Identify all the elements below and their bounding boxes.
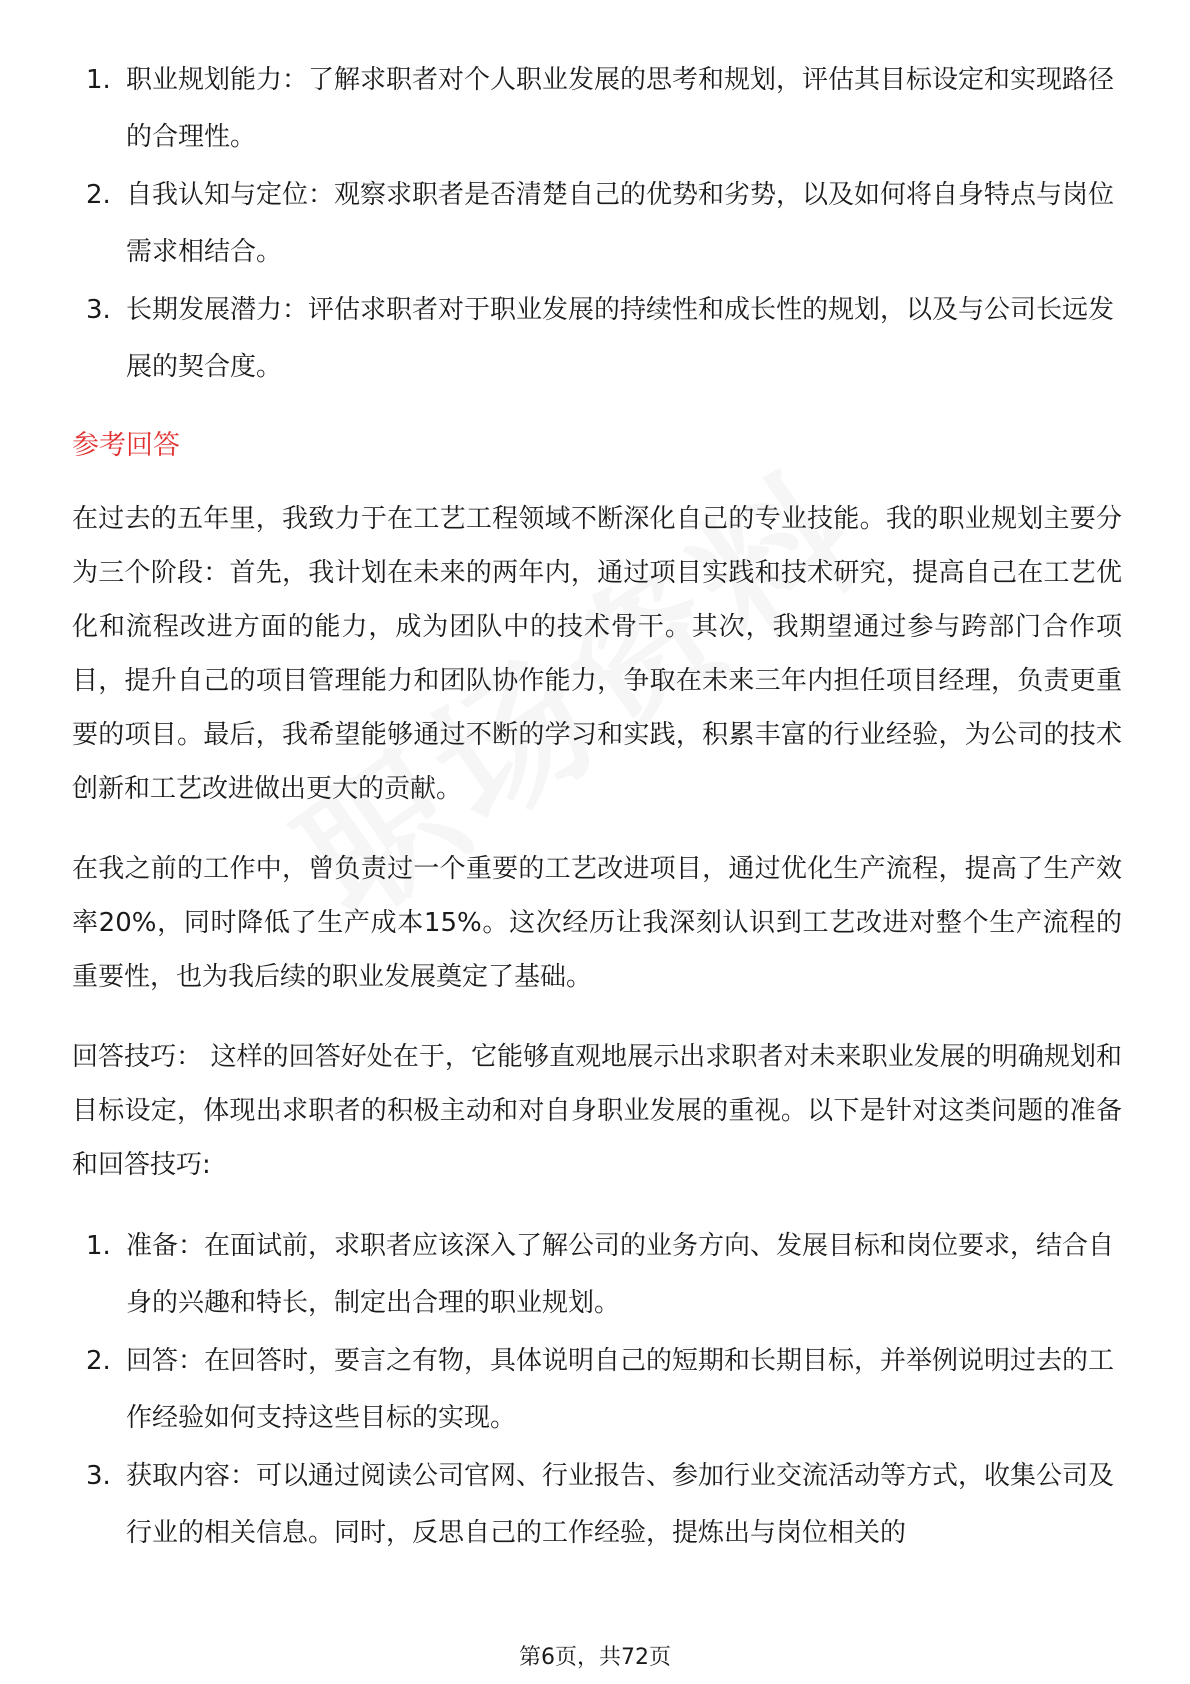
document-page bbox=[72, 52, 1122, 1563]
list-item-text: 自我认知与定位：观察求职者是否清楚自己的优势和劣势，以及如何将自身特点与岗位需求相结合。 bbox=[126, 180, 1115, 267]
list-item-text: 准备：在面试前，求职者应该深入了解公司的业务方向、发展目标和岗位要求，结合自身的兴趣和特长，制定出合理的职业规划。 bbox=[126, 1231, 1115, 1318]
list-item-text: 获取内容：可以通过阅读公司官网、行业报告、参加行业交流活动等方式，收集公司及行业的相关信息。同时，反思自己的工作经验，提炼出与岗位相关的 bbox=[126, 1461, 1115, 1548]
experience-paragraph: 在我之前的工作中，曾负责过一个重要的工艺改进项目，通过优化生产流程，提高了生产效率20%，同时降低了生产成本15%。这次经历让我深刻认识到工艺改进对整个生产流程的重要性，也为我后续的职业发展奠定了基础。 bbox=[72, 854, 1122, 992]
list-item-text: 长期发展潜力：评估求职者对于职业发展的持续性和成长性的规划，以及与公司长远发展的契合度。 bbox=[126, 295, 1115, 382]
answer-paragraph: 在过去的五年里，我致力于在工艺工程领域不断深化自己的专业技能。我的职业规划主要分为三个阶段：首先，我计划在未来的两年内，通过项目实践和技术研究，提高自己在工艺优化和流程改进方面的能力，成为团队中的技术骨干。其次，我期望通过参与跨部门合作项目，提升自己的项目管理能力和团队协作能力，争取在未来三年内担任项目经理，负责更重要的项目。最后，我希望能够通过不断的学习和实践，积累丰富的行业经验，为公司的技术创新和工艺改进做出更大的贡献。 bbox=[72, 504, 1122, 804]
list-item bbox=[72, 282, 1122, 396]
list-number: 3. bbox=[86, 1461, 111, 1491]
list-number: 3. bbox=[86, 295, 111, 325]
list-item bbox=[72, 167, 1122, 281]
list-item-text: 职业规划能力：了解求职者对个人职业发展的思考和规划，评估其目标设定和实现路径的合理性。 bbox=[126, 65, 1115, 152]
list-number: 1. bbox=[86, 65, 111, 95]
page-footer: 第6页，共72页 bbox=[519, 1645, 671, 1670]
list-item bbox=[72, 1218, 1122, 1332]
tips-list bbox=[72, 1218, 1122, 1562]
list-item-text: 回答：在回答时，要言之有物，具体说明自己的短期和长期目标，并举例说明过去的工作经验如何支持这些目标的实现。 bbox=[126, 1346, 1115, 1433]
list-number: 2. bbox=[86, 180, 111, 210]
evaluation-points-list bbox=[72, 52, 1122, 396]
list-item bbox=[72, 1448, 1122, 1562]
list-item bbox=[72, 52, 1122, 166]
tips-paragraph: 回答技巧： 这样的回答好处在于，它能够直观地展示出求职者对未来职业发展的明确规划和目标设定，体现出求职者的积极主动和对自身职业发展的重视。以下是针对这类问题的准备和回答技巧: bbox=[72, 1042, 1122, 1180]
list-number: 2. bbox=[86, 1346, 111, 1376]
section-heading: 参考回答 bbox=[72, 430, 180, 461]
list-item bbox=[72, 1333, 1122, 1447]
list-number: 1. bbox=[86, 1231, 111, 1261]
